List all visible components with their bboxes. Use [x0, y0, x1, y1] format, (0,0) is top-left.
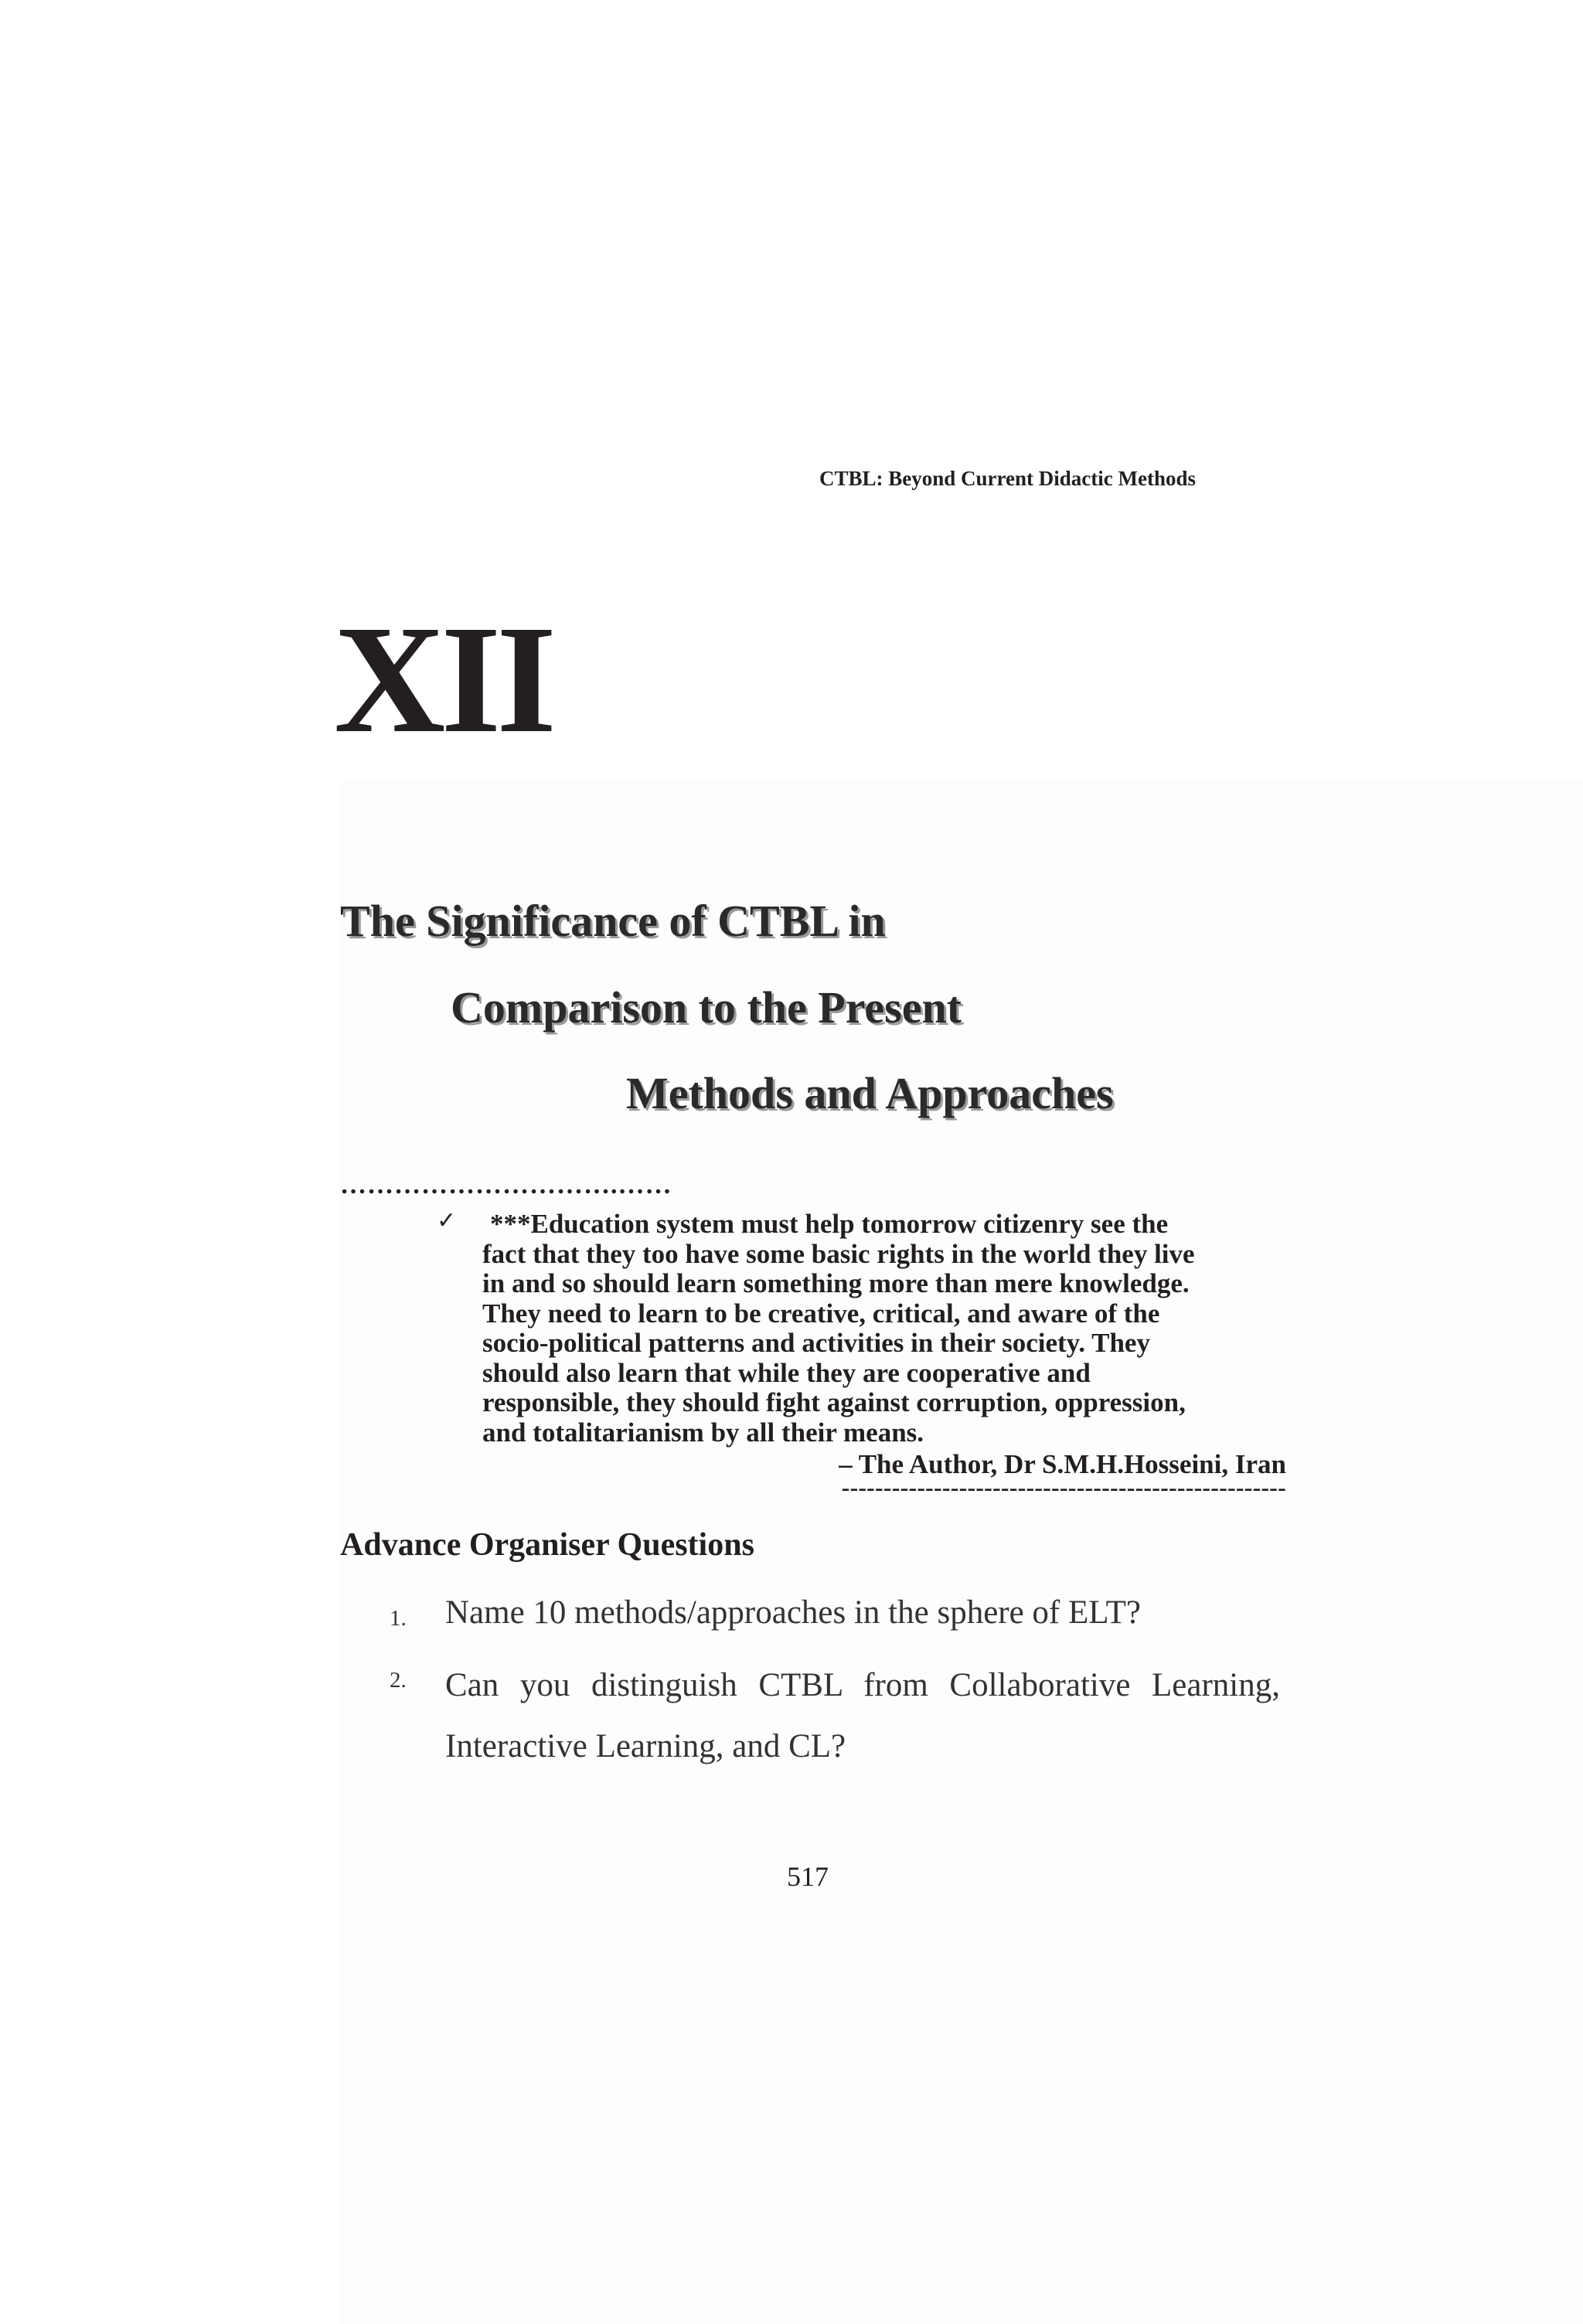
epigraph-attribution: – The Author, Dr S.M.H.Hosseini, Iran: [839, 1449, 1286, 1479]
epigraph-line: and totalitarianism by all their means.: [482, 1417, 924, 1448]
advance-organiser-heading: Advance Organiser Questions: [340, 1527, 754, 1563]
question-number: 1.: [390, 1606, 407, 1631]
epigraph-dotted-rule: ………………………….……: [340, 1171, 672, 1199]
check-mark-icon: ✓: [437, 1207, 457, 1234]
chapter-number: XII: [334, 594, 553, 765]
chapter-title-line-3: Methods and Approaches: [626, 1068, 1114, 1118]
question-number: 2.: [390, 1668, 407, 1693]
question-text: Can you distinguish CTBL from Collaborative Learning, Interactive Learning, and CL?: [445, 1667, 1280, 1764]
epigraph-dashed-rule: -----------------------------------------------------: [841, 1473, 1286, 1501]
chapter-title-line-1: The Significance of CTBL in: [340, 896, 886, 946]
epigraph-line: fact that they too have some basic rights in the world they live: [482, 1238, 1195, 1269]
epigraph-line: in and so should learn something more than mere knowledge.: [482, 1268, 1190, 1298]
page-number: 517: [787, 1861, 829, 1892]
epigraph-line: responsible, they should fight against corruption, oppression,: [482, 1387, 1186, 1417]
question-text: Name 10 methods/approaches in the sphere of ELT?: [445, 1594, 1141, 1631]
chapter-title-line-2: Comparison to the Present: [451, 982, 962, 1033]
epigraph-line: They need to learn to be creative, critical, and aware of the: [482, 1298, 1160, 1329]
epigraph-line: should also learn that while they are cooperative and: [482, 1357, 1091, 1388]
running-head: CTBL: Beyond Current Didactic Methods: [819, 467, 1197, 490]
epigraph-line: ***Education system must help tomorrow citizenry see the: [490, 1209, 1169, 1239]
epigraph-line: socio-political patterns and activities in their society. They: [482, 1328, 1150, 1358]
